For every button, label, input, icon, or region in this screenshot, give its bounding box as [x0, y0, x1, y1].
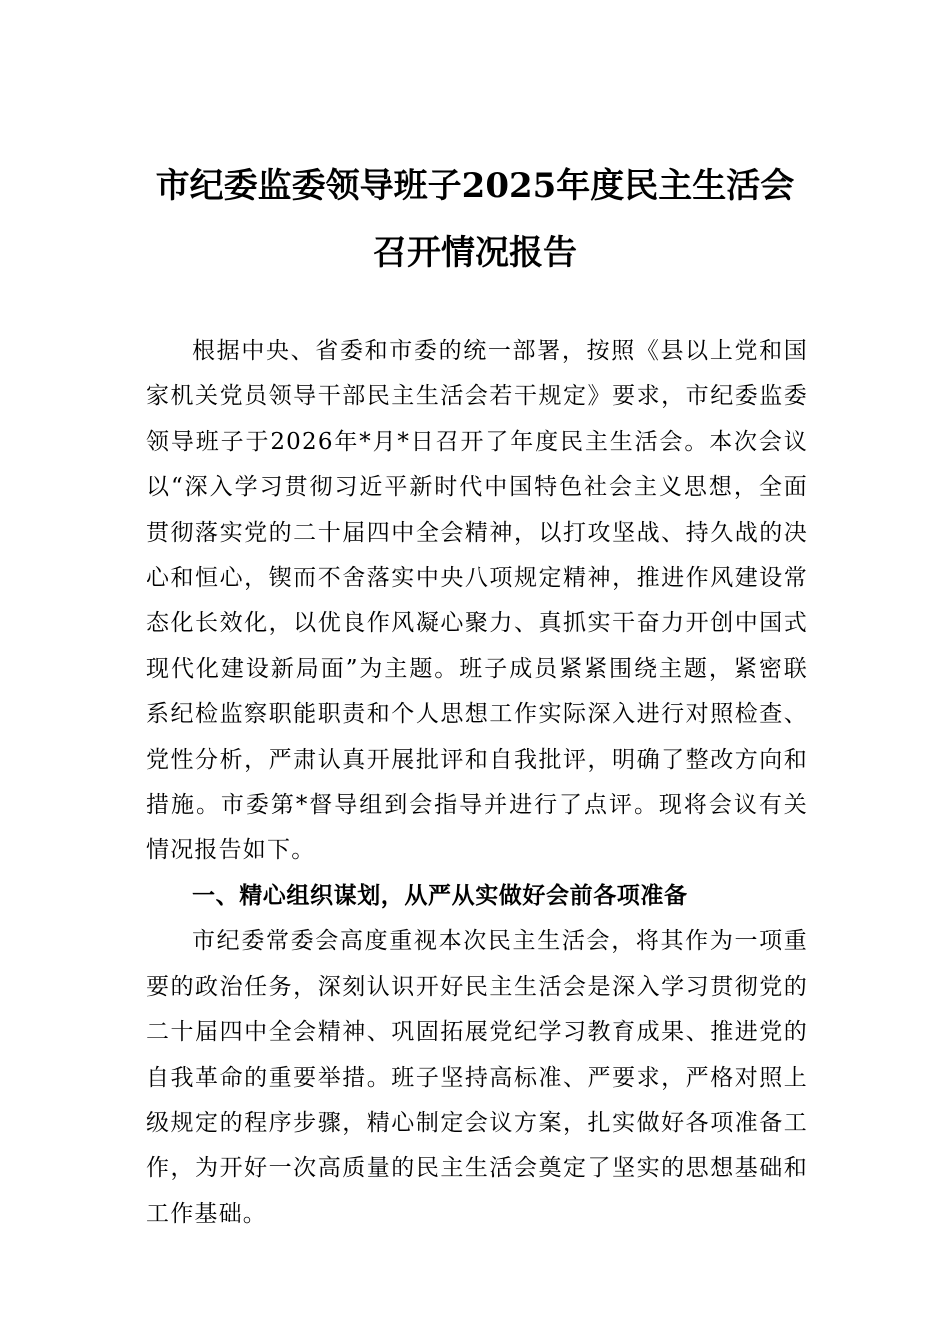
body-paragraph-section-1: 市纪委常委会高度重视本次民主生活会，将其作为一项重要的政治任务，深刻认识开好民主生活会是深入学习贯彻党的二十届四中全会精神、巩固拓展党纪学习教育成果、推进党的自我革命的重要举措。班子坚持高标准、严要求，严格对照上级规定的程序步骤，精心制定会议方案，扎实做好各项准备工作，为开好一次高质量的民主生活会奠定了坚实的思想基础和工作基础。	[146, 928, 808, 1227]
document-body	[146, 329, 808, 1237]
document-title-line-1: 市纪委监委领导班子2025年度民主生活会	[155, 166, 795, 206]
body-paragraph-intro: 根据中央、省委和市委的统一部署，按照《县以上党和国家机关党员领导干部民主生活会若干规定》要求，市纪委监委领导班子于2026年*月*日召开了年度民主生活会。本次会议以“深入学习贯彻习近平新时代中国特色社会主义思想，全面贯彻落实党的二十届四中全会精神，以打攻坚战、持久战的决心和恒心，锲而不舍落实中央八项规定精神，推进作风建设常态化长效化，以优良作风凝心聚力、真抓实干奋力开创中国式现代化建设新局面”为主题。班子成员紧紧围绕主题，紧密联系纪检监察职能职责和个人思想工作实际深入进行对照检查、党性分析，严肃认真开展批评和自我批评，明确了整改方向和措施。市委第*督导组到会指导并进行了点评。现将会议有关情况报告如下。	[146, 338, 808, 864]
document-title-line-2: 召开情况报告	[373, 233, 577, 273]
section-heading-1: 一、精心组织谋划，从严从实做好会前各项准备	[192, 882, 688, 909]
